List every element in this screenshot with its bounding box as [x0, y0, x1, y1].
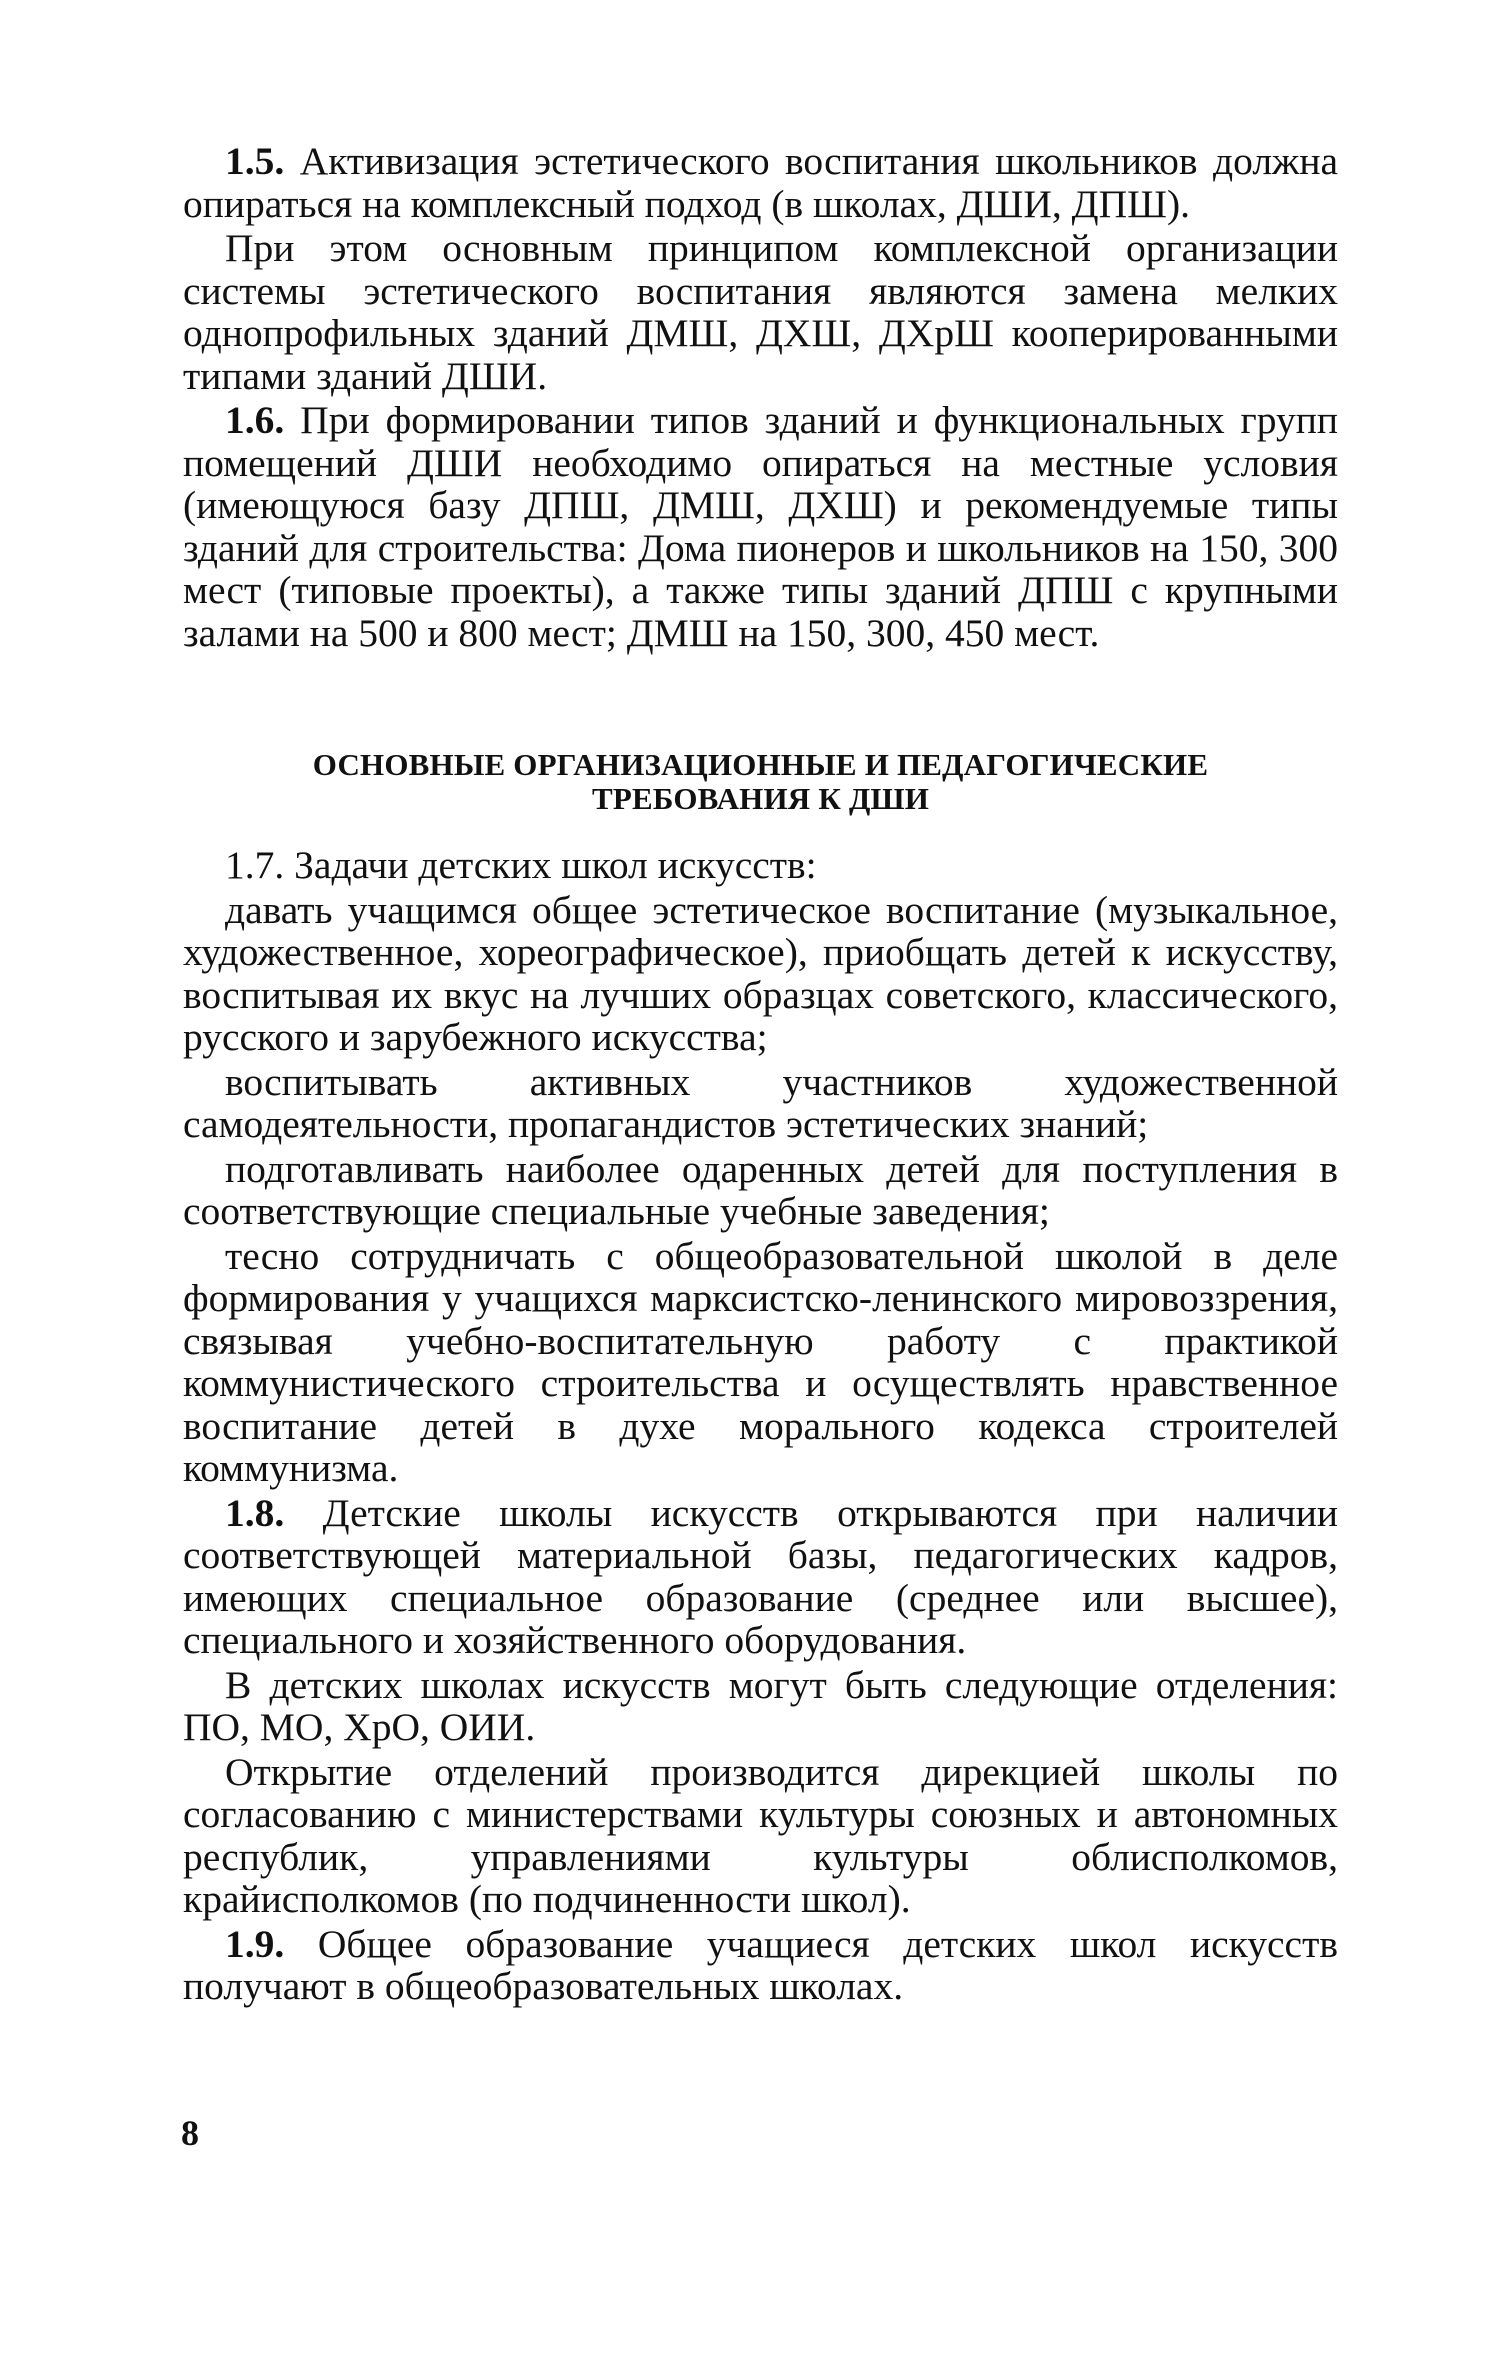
section-heading-line-2: ТРЕБОВАНИЯ К ДШИ	[591, 781, 930, 816]
section-heading-line-1: ОСНОВНЫЕ ОРГАНИЗАЦИОННЫЕ И ПЕДАГОГИЧЕСКИЕ	[312, 747, 1209, 782]
section-heading	[183, 748, 1338, 816]
task-item	[183, 1235, 1338, 1490]
clause-number: 1.5.	[225, 139, 285, 183]
paragraph-text: 1.7. Задачи детских школ искусств:	[225, 843, 817, 887]
paragraph-departments	[183, 1664, 1338, 1749]
paragraph-opening	[183, 1751, 1338, 1921]
paragraph-text: Открытие отделений производится дирекцией школы по согласованию с министерствами культуры союзных и автономных республик, управлениями культуры облисполкомов, крайисполкомов (по подчиненности школ).	[183, 1749, 1338, 1921]
task-item	[183, 1061, 1338, 1146]
paragraph-text: При этом основным принципом комплексной организации системы эстетического воспитания являются замена мелких однопрофильных зданий ДМШ, ДХШ, ДХрШ кооперированными типами зданий ДШИ.	[183, 226, 1338, 398]
paragraph-1-8	[183, 1492, 1338, 1662]
paragraph-text: подготавливать наиболее одаренных детей для поступления в соответствующие специальные учебные заведения;	[183, 1146, 1338, 1233]
clause-number: 1.6.	[225, 398, 285, 442]
paragraph-text: При формировании типов зданий и функциональных групп помещений ДШИ необходимо опираться на местные условия (имеющуюся базу ДПШ, ДМШ, ДХШ) и рекомендуемые типы зданий для строительства: Дома пионеров и школьников на 150, 300 мест (типовые проекты), а также типы зданий ДПШ с крупными залами на 500 и 800 мест; ДМШ на 150, 300, 450 мест.	[183, 398, 1339, 655]
paragraph-1-9	[183, 1923, 1338, 2008]
paragraph-text: В детских школах искусств могут быть следующие отделения: ПО, МО, ХрО, ОИИ.	[183, 1662, 1338, 1749]
paragraph-text: Детские школы искусств открываются при наличии соответствующей материальной базы, педагогических кадров, имеющих специальное образование (среднее или высшее), специального и хозяйственного оборудования.	[183, 1490, 1338, 1662]
paragraph-text: Общее образование учащиеся детских школ искусств получают в общеобразовательных школах.	[183, 1921, 1338, 2008]
paragraph-text: воспитывать активных участников художественной самодеятельности, пропагандистов эстетических знаний;	[183, 1059, 1338, 1146]
paragraph-1-6	[183, 399, 1338, 654]
clause-number: 1.8.	[225, 1490, 285, 1535]
task-item	[183, 1148, 1338, 1233]
paragraph-principle	[183, 227, 1338, 397]
paragraph-1-7	[183, 844, 1338, 887]
paragraph-text: Активизация эстетического воспитания школьников должна опираться на комплексный подход (в школах, ДШИ, ДПШ).	[183, 139, 1339, 226]
document-page	[183, 140, 1338, 2010]
paragraph-1-5	[183, 140, 1338, 225]
paragraph-text: тесно сотрудничать с общеобразовательной школой в деле формирования у учащихся марксистско-ленинского мировоззрения, связывая учебно-воспитательную работу с практикой коммунистического строительства и осуществлять нравственное воспитание детей в духе морального кодекса строителей коммунизма.	[183, 1233, 1338, 1490]
clause-number: 1.9.	[225, 1921, 285, 1966]
task-item	[183, 889, 1338, 1059]
page-number: 8	[181, 2113, 199, 2153]
paragraph-text: давать учащимся общее эстетическое воспитание (музыкальное, художественное, хореографическое), приобщать детей к искусству, воспитывая их вкус на лучших образцах советского, классического, русского и зарубежного искусства;	[183, 887, 1338, 1059]
